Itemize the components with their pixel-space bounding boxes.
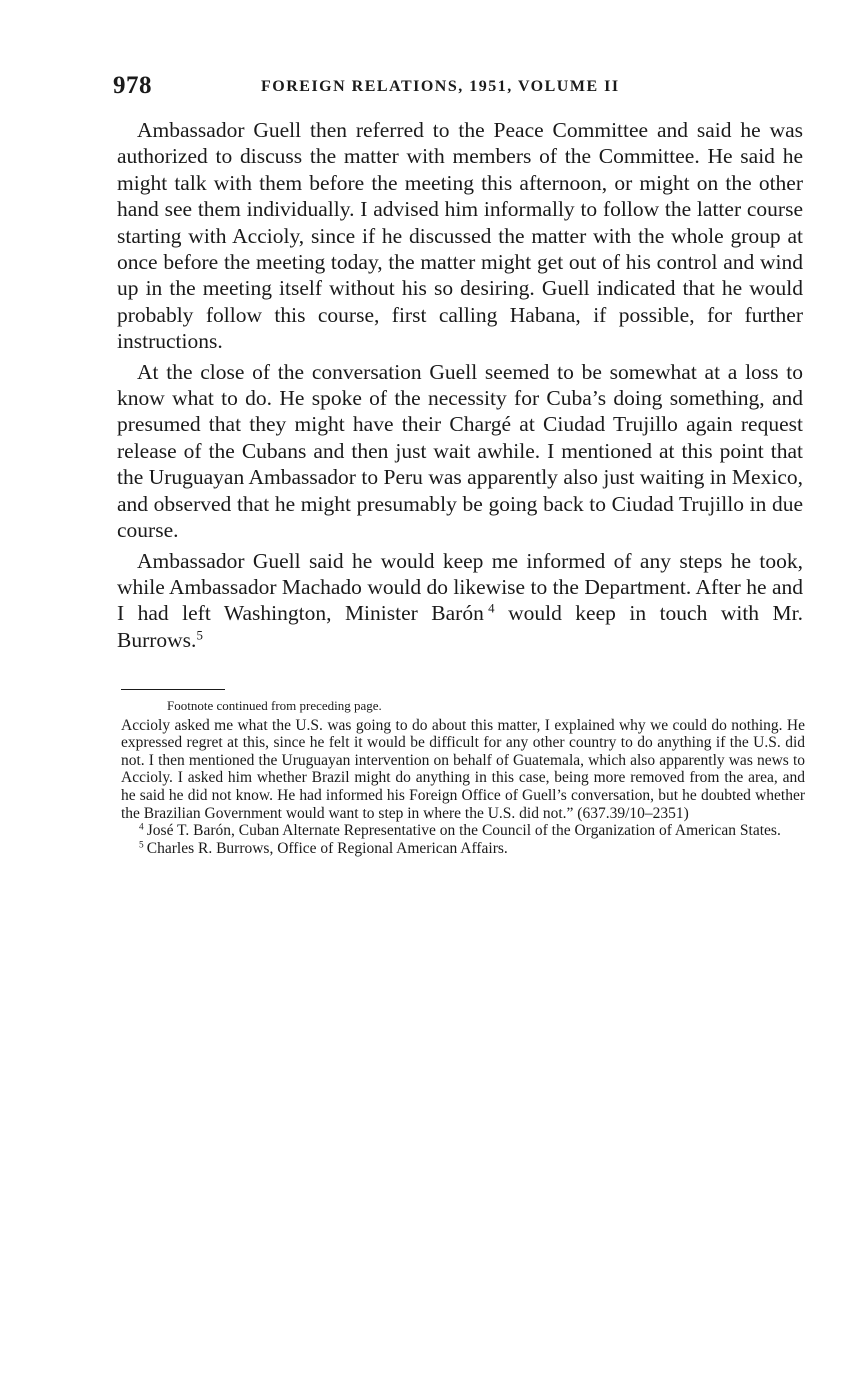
footnote-5 [121, 840, 805, 858]
page-header [113, 72, 803, 106]
body-paragraph: At the close of the conversation Guell seemed to be somewhat at a loss to know what to do. He spoke of the necessity for Cuba’s doing something, and presumed that they might have their Chargé at Ciudad Trujillo again request release of the Cubans and then just wait awhile. I mentioned at this point that the Uruguayan Ambassador to Peru was apparently also just waiting in Mexico, and observed that he might presumably be going back to Ciudad Trujillo in due course. [117, 359, 803, 543]
footnote-marker: 4 [139, 822, 144, 833]
footnote-text: Charles R. Burrows, Office of Regional American Affairs. [146, 839, 508, 857]
body-paragraph [117, 548, 803, 654]
paragraph-text: would keep in touch with Mr. Burrows. [117, 601, 803, 652]
body-paragraph: Ambassador Guell then referred to the Peace Committee and said he was authorized to discuss the matter with members of the Committee. He said he might talk with them before the meeting this afternoon, or might on the other hand see them individually. I advised him informally to follow the latter course starting with Accioly, since if he discussed the matter with the whole group at once before the meeting today, the matter might get out of his control and wind up in the meeting itself without his so desiring. Guell indicated that he would probably follow this course, first calling Habana, if possible, for further instructions. [117, 118, 803, 354]
footnote-ref-5: 5 [196, 627, 203, 642]
footnote-text: José T. Barón, Cuban Alternate Representative on the Council of the Organization of American States. [146, 822, 781, 840]
footnote-ref-4: 4 [488, 601, 495, 616]
paragraph-text: Ambassador Guell said he would keep me informed of any steps he took, while Ambassador Machado would do likewise to the Department. After he and I had left Washington, Minister Barón [117, 548, 803, 626]
page-number: 978 [113, 72, 152, 99]
body-text [117, 117, 803, 657]
footnote-continued-label: Footnote continued from preceding page. [167, 698, 382, 713]
footnote-continued-text: Accioly asked me what the U.S. was going to do about this matter, I explained why we could do nothing. He expressed regret at this, since he felt it would be difficult for any other country to do anything if the U.S. did not. I then mentioned the Uruguayan intervention on behalf of Guatemala, which also apparently was news to Accioly. I asked him whether Brazil might do anything in this case, being more removed from the area, and he said he did not know. He had informed his Foreign Office of Guell’s conversation, but he doubted whether the Brazilian Government would want to step in where the U.S. did not.” (637.39/10–2351) [121, 716, 805, 822]
footnote-marker: 5 [139, 840, 144, 851]
footnote-divider [121, 689, 225, 690]
footnote-4 [121, 822, 805, 840]
running-head: FOREIGN RELATIONS, 1951, VOLUME II [261, 78, 620, 95]
footnotes [121, 697, 805, 857]
